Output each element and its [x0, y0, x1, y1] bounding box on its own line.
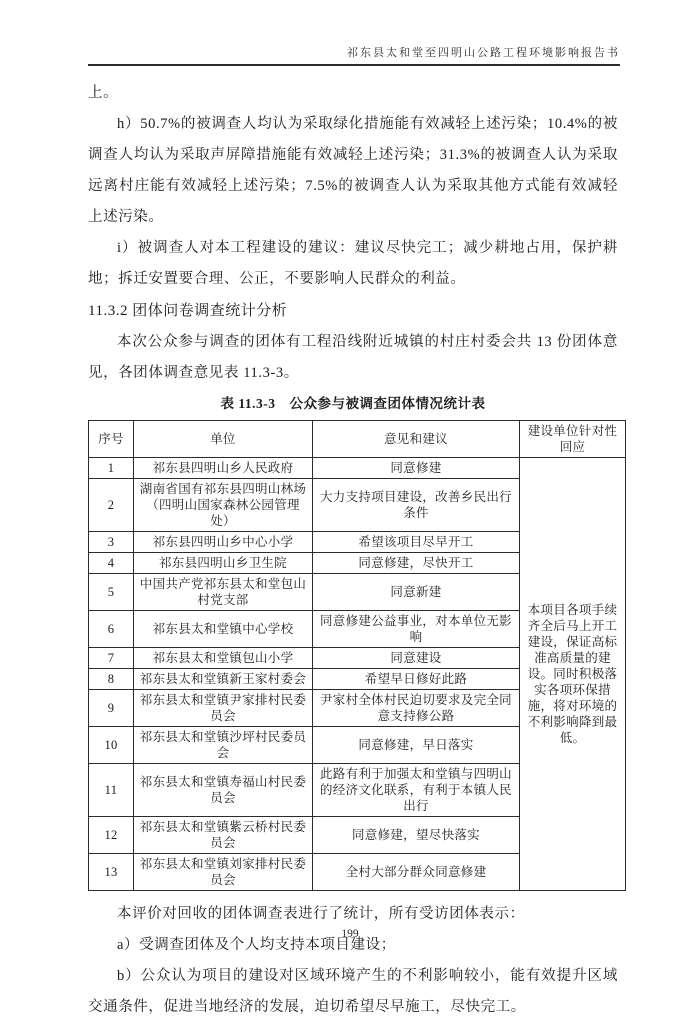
cell-serial-number: 13 — [89, 854, 134, 891]
cell-unit-name: 祁东县太和堂镇中心学校 — [134, 611, 313, 648]
cell-opinion: 希望早日修好此路 — [313, 669, 520, 690]
survey-table-body — [89, 458, 626, 891]
paragraph-summary: 本评价对回收的团体调查表进行了统计，所有受访团体表示： — [117, 906, 525, 922]
col-header-unit: 单位 — [134, 421, 313, 458]
paragraph-intro: 本次公众参与调查的团体有工程沿线附近城镇的村庄村委会共 13 份团体意见，各团体调查意见表 11.3-3。 — [88, 334, 618, 381]
cell-opinion: 此路有利于加强太和堂镇与四明山的经济文化联系，有利于本镇人民出行 — [313, 764, 520, 817]
paragraph-continuation: 上。 — [88, 85, 119, 101]
cell-serial-number: 6 — [89, 611, 134, 648]
page-content — [88, 78, 618, 1023]
cell-unit-name: 祁东县四明山乡中心小学 — [134, 532, 313, 553]
cell-serial-number: 2 — [89, 479, 134, 532]
cell-serial-number: 12 — [89, 817, 134, 854]
cell-serial-number: 9 — [89, 690, 134, 727]
cell-opinion: 同意修建 — [313, 458, 520, 479]
cell-serial-number: 3 — [89, 532, 134, 553]
cell-builder-response: 本项目各项手续齐全后马上开工建设，保证高标准高质量的建设。同时积极落实各项环保措施，将对环境的不利影响降到最低。 — [520, 458, 626, 891]
paragraph-item-a: a）受调查团体及个人均支持本项目建设； — [117, 937, 396, 953]
cell-serial-number: 11 — [89, 764, 134, 817]
cell-unit-name: 祁东县太和堂镇新王家村委会 — [134, 669, 313, 690]
cell-unit-name: 湖南省国有祁东县四明山林场（四明山国家森林公园管理处） — [134, 479, 313, 532]
page-footer — [0, 928, 700, 940]
cell-opinion: 同意建设 — [313, 648, 520, 669]
cell-opinion: 同意修建，望尽快落实 — [313, 817, 520, 854]
col-header-no: 序号 — [89, 421, 134, 458]
cell-serial-number: 7 — [89, 648, 134, 669]
page-header — [88, 44, 620, 66]
cell-opinion: 同意修建，尽快开工 — [313, 553, 520, 574]
table-caption: 表 11.3-3 公众参与被调查团体情况统计表 — [220, 396, 486, 411]
section-heading: 11.3.2 团体问卷调查统计分析 — [88, 303, 288, 319]
cell-opinion: 同意修建公益事业，对本单位无影响 — [313, 611, 520, 648]
cell-opinion: 同意修建，早日落实 — [313, 727, 520, 764]
cell-opinion: 同意新建 — [313, 574, 520, 611]
cell-unit-name: 祁东县四明山乡卫生院 — [134, 553, 313, 574]
cell-serial-number: 4 — [89, 553, 134, 574]
cell-unit-name: 祁东县太和堂镇寿福山村民委员会 — [134, 764, 313, 817]
paragraph-item-b: b）公众认为项目的建设对区域环境产生的不利影响较小，能有效提升区域交通条件，促进当地经济的发展，迫切希望尽早施工，尽快完工。 — [88, 968, 618, 1015]
cell-unit-name: 祁东县太和堂镇包山小学 — [134, 648, 313, 669]
col-header-opinion: 意见和建议 — [313, 421, 520, 458]
report-title: 祁东县太和堂至四明山公路工程环境影响报告书 — [347, 47, 620, 59]
cell-unit-name: 祁东县太和堂镇紫云桥村民委员会 — [134, 817, 313, 854]
cell-opinion: 尹家村全体村民迫切要求及完全同意支持修公路 — [313, 690, 520, 727]
cell-unit-name: 祁东县太和堂镇尹家排村民委员会 — [134, 690, 313, 727]
survey-table-head — [89, 421, 626, 458]
table-row — [89, 458, 626, 479]
cell-serial-number: 10 — [89, 727, 134, 764]
cell-unit-name: 祁东县四明山乡人民政府 — [134, 458, 313, 479]
header-row — [89, 421, 626, 458]
cell-opinion: 大力支持项目建设，改善乡民出行条件 — [313, 479, 520, 532]
cell-unit-name: 祁东县太和堂镇刘家排村民委员会 — [134, 854, 313, 891]
paragraph-item-i: i）被调查人对本工程建设的建议：建议尽快完工；减少耕地占用，保护耕地；拆迁安置要合理、公正，不要影响人民群众的利益。 — [88, 240, 618, 287]
cell-serial-number: 5 — [89, 574, 134, 611]
cell-opinion: 全村大部分群众同意修建 — [313, 854, 520, 891]
cell-unit-name: 中国共产党祁东县太和堂包山村党支部 — [134, 574, 313, 611]
cell-serial-number: 8 — [89, 669, 134, 690]
cell-serial-number: 1 — [89, 458, 134, 479]
cell-unit-name: 祁东县太和堂镇沙坪村民委员会 — [134, 727, 313, 764]
page-number: 199 — [341, 928, 359, 940]
paragraph-item-h: h）50.7%的被调查人均认为采取绿化措施能有效减轻上述污染；10.4%的被调查人均认为采取声屏障措施能有效减轻上述污染；31.3%的被调查人认为采取远离村庄能有效减轻上述污染；7.5%的被调查人认为采取其他方式能有效减轻上述污染。 — [88, 116, 618, 225]
col-header-response: 建设单位针对性回应 — [520, 421, 626, 458]
survey-table — [88, 420, 626, 891]
cell-opinion: 希望该项目尽早开工 — [313, 532, 520, 553]
